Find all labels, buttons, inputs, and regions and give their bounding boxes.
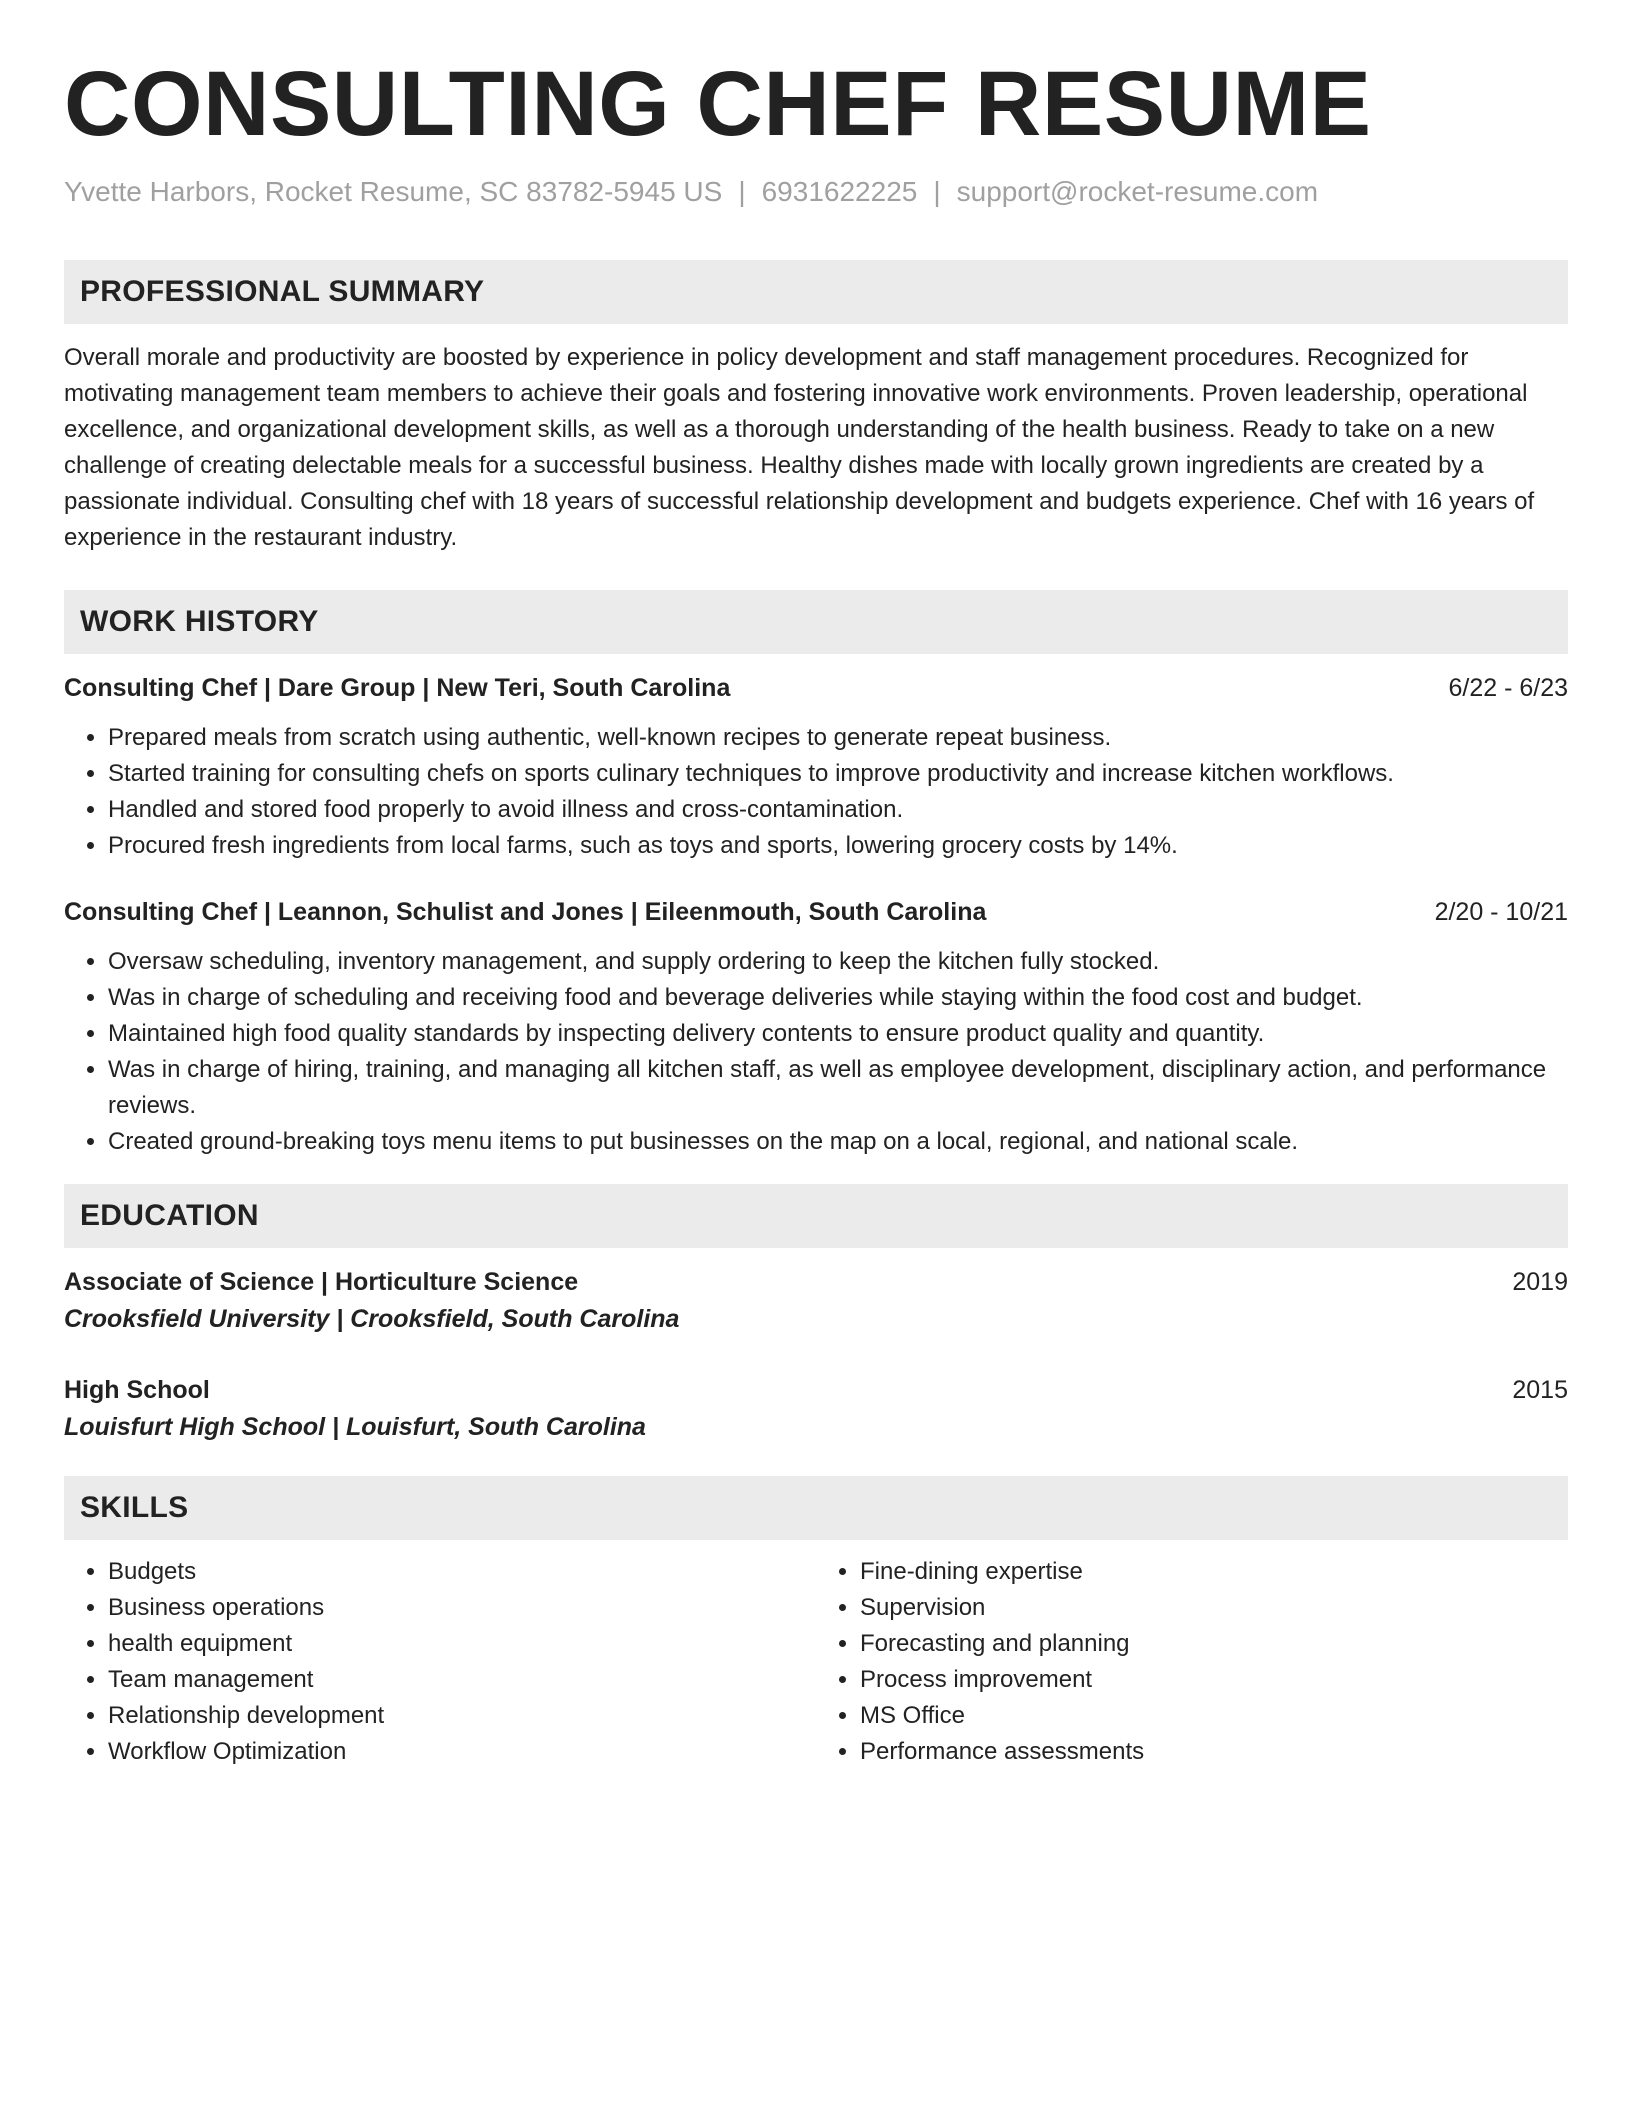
skill-item: • Performance assessments <box>860 1734 1568 1770</box>
job-bullet: • Prepared meals from scratch using authentic, well-known recipes to generate repeat business. <box>108 720 1568 756</box>
resume-title: CONSULTING CHEF RESUME <box>64 53 1372 155</box>
skill-item: • MS Office <box>860 1698 1568 1734</box>
job-bullet: • Started training for consulting chefs on sports culinary techniques to improve productivity and increase kitchen workflows. <box>108 756 1568 792</box>
skills-column-right <box>816 1554 1568 1770</box>
skill-item: • Team management <box>108 1662 816 1698</box>
education-header <box>64 1372 1568 1408</box>
education-header <box>64 1264 1568 1300</box>
education-degree: Associate of Science | Horticulture Science <box>64 1268 579 1296</box>
job-header <box>64 894 1568 930</box>
skill-item: • Process improvement <box>860 1662 1568 1698</box>
job-bullets <box>64 944 1568 1160</box>
job-dates: 6/22 - 6/23 <box>1448 674 1568 702</box>
job-dates: 2/20 - 10/21 <box>1434 898 1568 926</box>
skill-item: • Budgets <box>108 1554 816 1590</box>
skills-list <box>64 1554 1568 1770</box>
contact-phone: 6931622225 <box>761 176 918 207</box>
skills-column-left <box>64 1554 816 1770</box>
skill-item: • Relationship development <box>108 1698 816 1734</box>
job-entry <box>64 894 1568 1160</box>
education-school: Crooksfield University | Crooksfield, South Carolina <box>64 1305 680 1333</box>
job-bullet: • Handled and stored food properly to avoid illness and cross-contamination. <box>108 792 1568 828</box>
job-bullet: • Procured fresh ingredients from local farms, such as toys and sports, lowering grocery costs by 14%. <box>108 828 1568 864</box>
summary-text: Overall morale and productivity are boosted by experience in policy development and staff management procedures. Recognized for motivating management team members to achieve their goals and fostering innovative work environments. Proven leadership, operational excellence, and organizational development skills, as well as a thorough understanding of the health business. Ready to take on a new challenge of creating delectable meals for a successful business. Healthy dishes made with locally grown ingredients are created by a passionate individual. Consulting chef with 18 years of successful relationship development and budgets experience. Chef with 16 years of experience in the restaurant industry. <box>64 344 1535 551</box>
education-school: Louisfurt High School | Louisfurt, South Carolina <box>64 1413 646 1441</box>
job-title: Consulting Chef | Leannon, Schulist and Jones | Eileenmouth, South Carolina <box>64 898 987 926</box>
education-degree: High School <box>64 1376 210 1404</box>
job-header <box>64 670 1568 706</box>
education-year: 2015 <box>1512 1376 1568 1404</box>
job-entry <box>64 670 1568 864</box>
job-bullet: • Was in charge of scheduling and receiving food and beverage deliveries while staying within the food cost and budget. <box>108 980 1568 1016</box>
contact-address: Yvette Harbors, Rocket Resume, SC 83782-5945 US <box>64 176 723 207</box>
skill-item: • Supervision <box>860 1590 1568 1626</box>
skill-item: • Fine-dining expertise <box>860 1554 1568 1590</box>
job-bullet: • Maintained high food quality standards by inspecting delivery contents to ensure product quality and quantity. <box>108 1016 1568 1052</box>
job-bullets <box>64 720 1568 864</box>
education-entry <box>64 1264 1568 1338</box>
section-header-skills: SKILLS <box>64 1476 1568 1540</box>
skill-item: • health equipment <box>108 1626 816 1662</box>
education-year: 2019 <box>1512 1268 1568 1296</box>
education-entry <box>64 1372 1568 1446</box>
job-bullet: • Was in charge of hiring, training, and managing all kitchen staff, as well as employee development, disciplinary action, and performance reviews. <box>108 1052 1568 1124</box>
contact-separator: | <box>738 176 746 207</box>
section-header-work-history: WORK HISTORY <box>64 590 1568 654</box>
skill-item: • Forecasting and planning <box>860 1626 1568 1662</box>
skill-item: • Workflow Optimization <box>108 1734 816 1770</box>
contact-line <box>64 172 1568 212</box>
skill-item: • Business operations <box>108 1590 816 1626</box>
job-bullet: • Oversaw scheduling, inventory management, and supply ordering to keep the kitchen fully stocked. <box>108 944 1568 980</box>
contact-separator: | <box>933 176 941 207</box>
contact-email: support@rocket-resume.com <box>956 176 1319 207</box>
section-header-summary: PROFESSIONAL SUMMARY <box>64 260 1568 324</box>
job-title: Consulting Chef | Dare Group | New Teri, South Carolina <box>64 674 731 702</box>
job-bullet: • Created ground-breaking toys menu items to put businesses on the map on a local, regional, and national scale. <box>108 1124 1568 1160</box>
section-header-education: EDUCATION <box>64 1184 1568 1248</box>
